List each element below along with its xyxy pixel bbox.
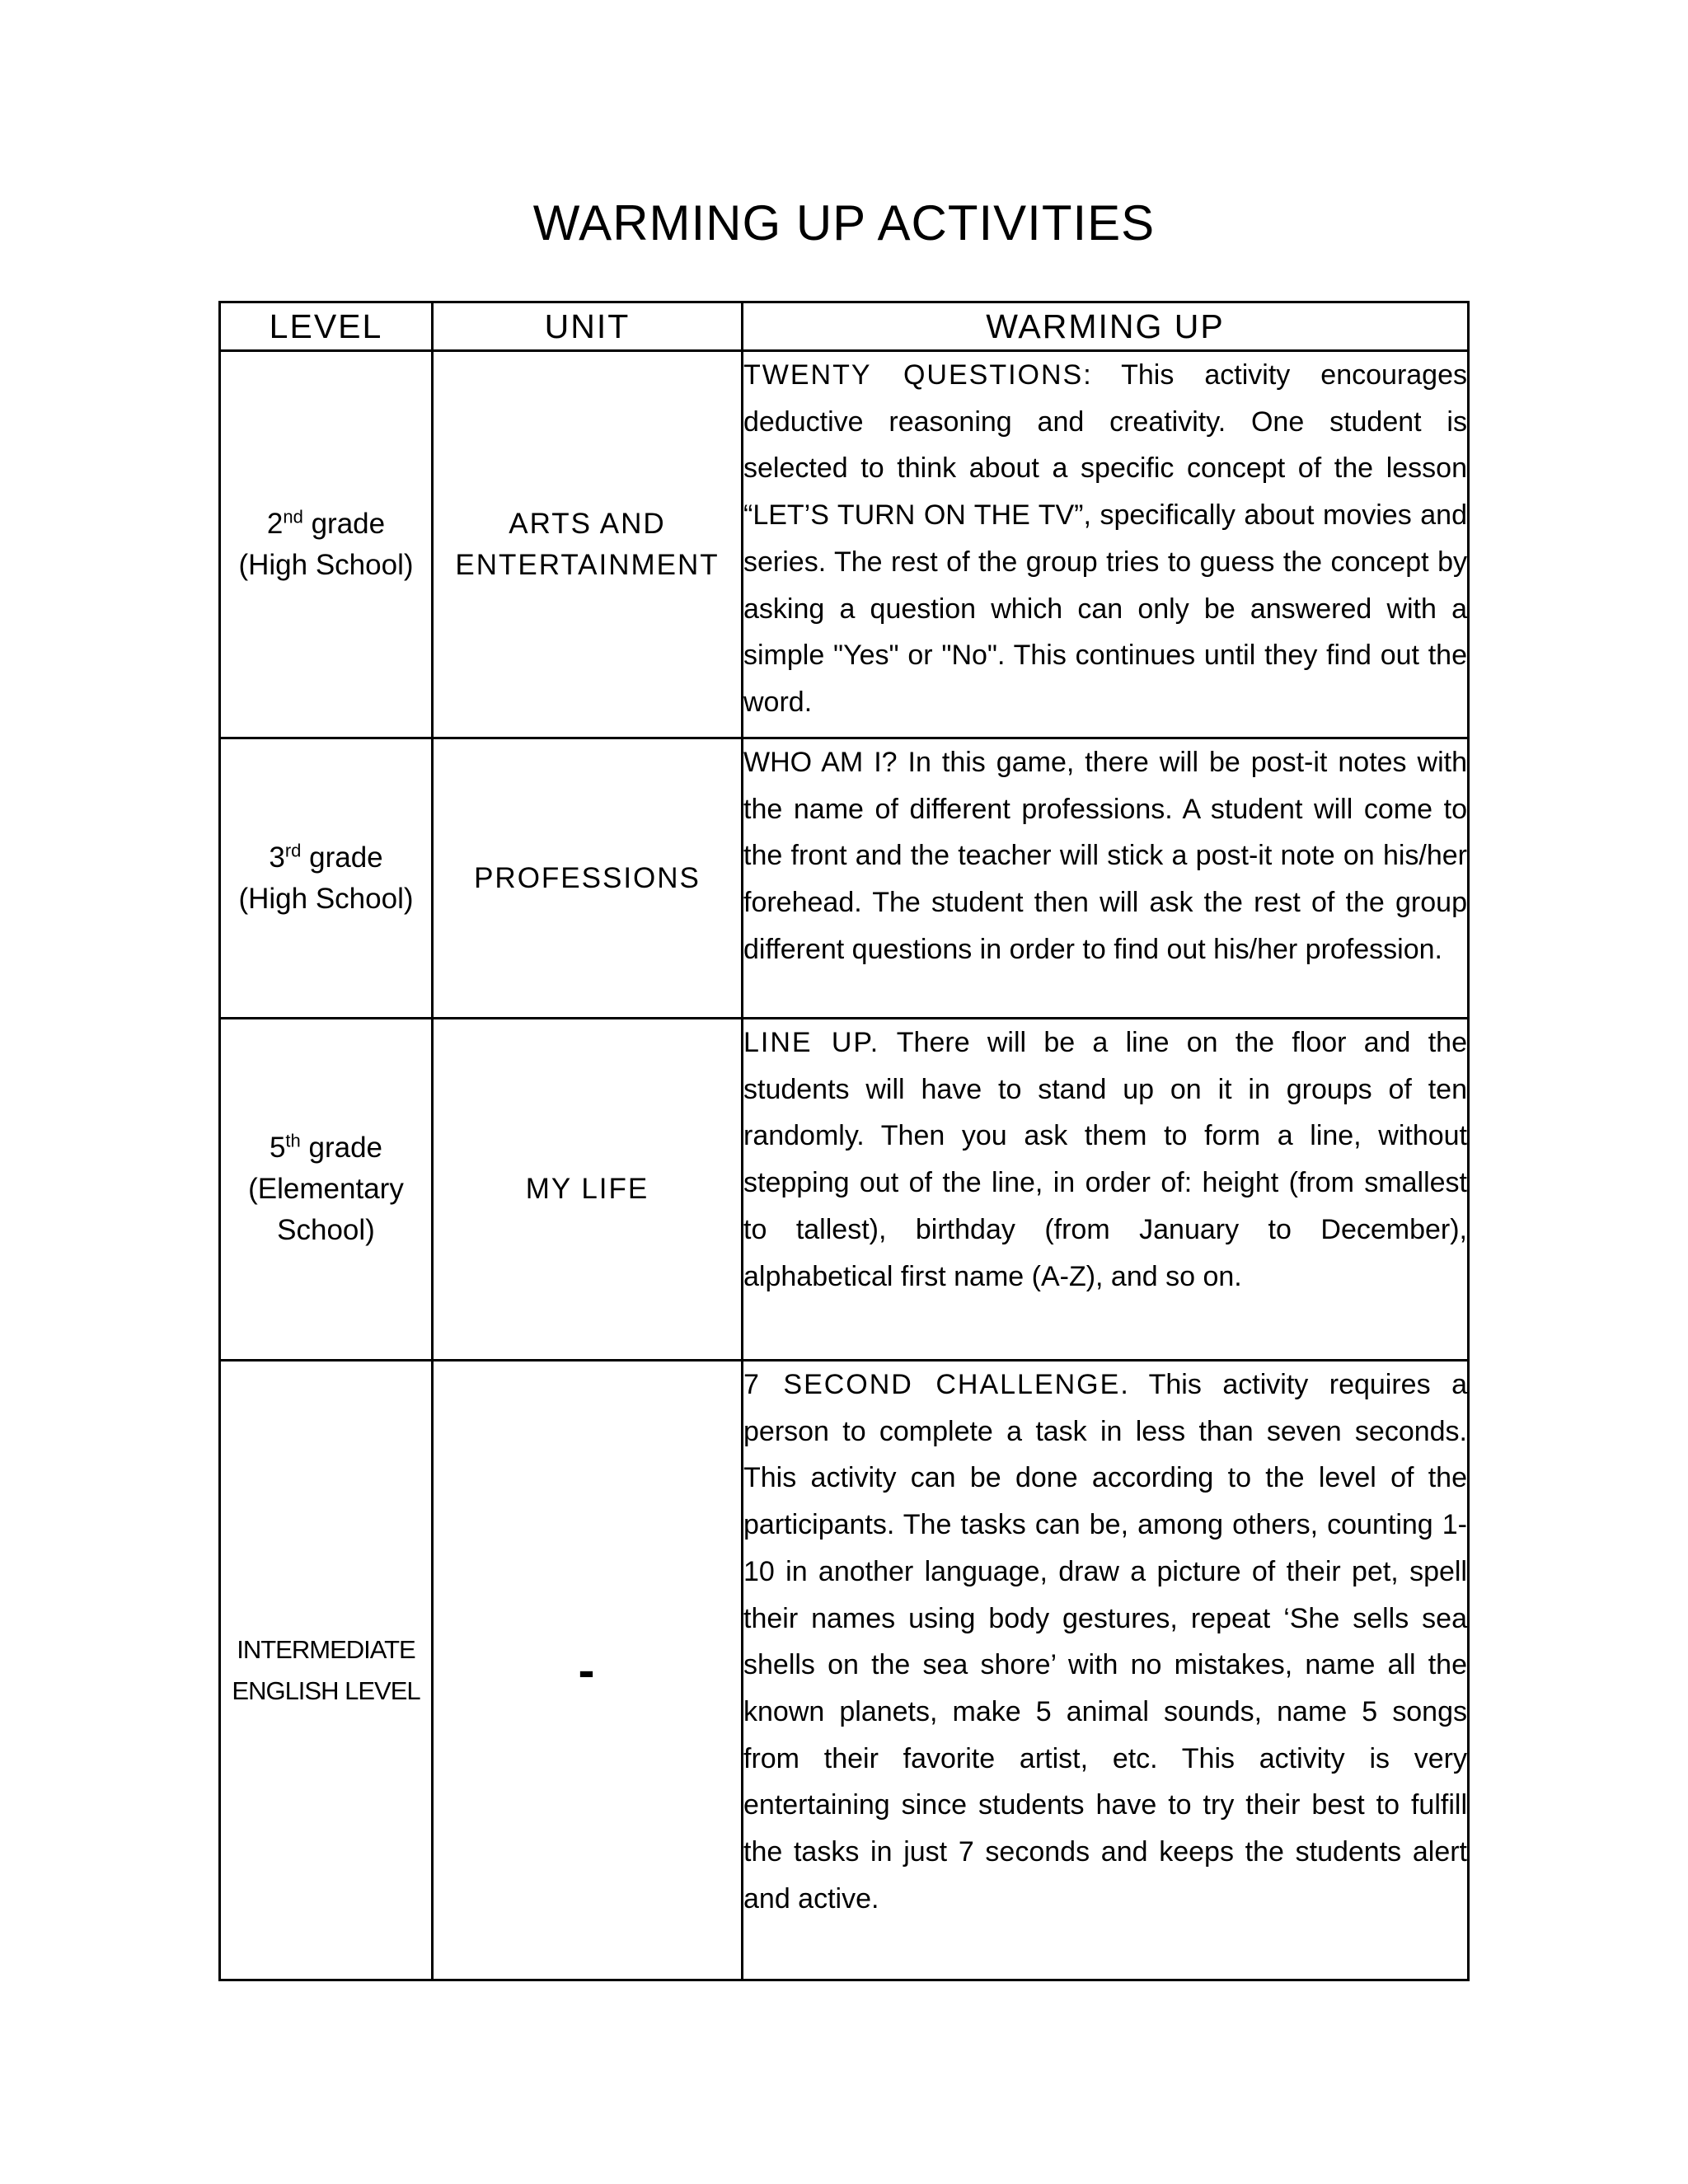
level-suffix: nd — [283, 505, 303, 527]
level-suffix: th — [285, 1130, 301, 1151]
unit-name-line1: PROFESSIONS — [474, 861, 701, 894]
level-cell — [220, 351, 433, 738]
activity-description: : This activity encourages deductive reasoning and creativity. One student is selected to think about a specific concept of the lesson “LET’S TURN ON THE TV”, specifically about movies and series. The rest of the group tries to guess the concept by asking a question which can only be answered with a simple "Yes" or "No". This continues until they find out the word. — [743, 359, 1467, 718]
level-school-line1: (Elementary — [248, 1173, 404, 1205]
level-number: 5 — [269, 1132, 286, 1164]
level-cell — [220, 1361, 433, 1980]
activity-name: WHO AM I? — [743, 747, 898, 778]
activity-name: TWENTY QUESTIONS — [743, 359, 1084, 391]
unit-cell — [433, 351, 743, 738]
unit-cell — [433, 1361, 743, 1980]
unit-cell — [433, 1019, 743, 1361]
level-school: (High School) — [238, 548, 414, 581]
level-word: grade — [302, 507, 386, 540]
table-row — [220, 1361, 1469, 1980]
activities-table — [218, 301, 1470, 1981]
activity-description: . This activity requires a person to complete a task in less than seven seconds. This activity can be done according to the level of the participants. The tasks can be, among others, counting 1-10 in another language, draw a picture of their pet, spell their names using body gestures, repeat ‘She sells sea shells on the sea shore’ with no mistakes, name all the known planets, make 5 animal sounds, name 5 songs from their favorite artist, etc. This activity is very entertaining since students have to try their best to fulfill the tasks in just 7 seconds and keeps the students alert and active. — [743, 1369, 1467, 1915]
table-row — [220, 1019, 1469, 1361]
header-level: LEVEL — [220, 302, 433, 351]
page-title: WARMING UP ACTIVITIES — [532, 195, 1156, 251]
unit-name-line1: ARTS AND — [509, 507, 666, 540]
activity-name: LINE UP. — [743, 1027, 880, 1058]
activity-description: There will be a line on the floor and the students will have to stand up on it in groups of ten randomly. Then you ask them to form a line, without stepping out of the line, in order of: height (from smallest to tallest), birthday (from January to December), alphabetical first name (A-Z), and so on. — [743, 1027, 1467, 1292]
warming-up-cell — [743, 351, 1469, 738]
level-school: (High School) — [238, 882, 414, 915]
level-word: grade — [300, 1132, 383, 1164]
unit-name-line1: - — [578, 1642, 597, 1698]
level-suffix: rd — [284, 839, 302, 860]
warming-up-cell — [743, 1361, 1469, 1980]
table-header-row — [220, 302, 1469, 351]
header-warming-up: WARMING UP — [743, 302, 1469, 351]
level-school-line2: School) — [277, 1214, 375, 1246]
level-word: grade — [301, 841, 383, 874]
level-line2: ENGLISH LEVEL — [232, 1675, 420, 1705]
warming-up-cell — [743, 738, 1469, 1019]
header-unit: UNIT — [433, 302, 743, 351]
activity-description: In this game, there will be post-it notes with the name of different professions. A student will come to the front and the teacher will stick a post-it note on his/her forehead. The student then will ask the rest of the group different questions in order to find out his/her profession. — [743, 747, 1468, 965]
unit-name-line1: MY LIFE — [525, 1173, 649, 1205]
table-row — [220, 738, 1469, 1019]
level-number: 3 — [269, 841, 285, 874]
unit-cell — [433, 738, 743, 1019]
activity-name: 7 SECOND CHALLENGE — [743, 1369, 1121, 1400]
warming-up-cell — [743, 1019, 1469, 1361]
table-row — [220, 351, 1469, 738]
level-number: 2 — [266, 507, 284, 540]
level-cell — [220, 738, 433, 1019]
level-line1: INTERMEDIATE — [237, 1634, 415, 1664]
level-cell — [220, 1019, 433, 1361]
unit-name-line2: ENTERTAINMENT — [455, 548, 720, 581]
